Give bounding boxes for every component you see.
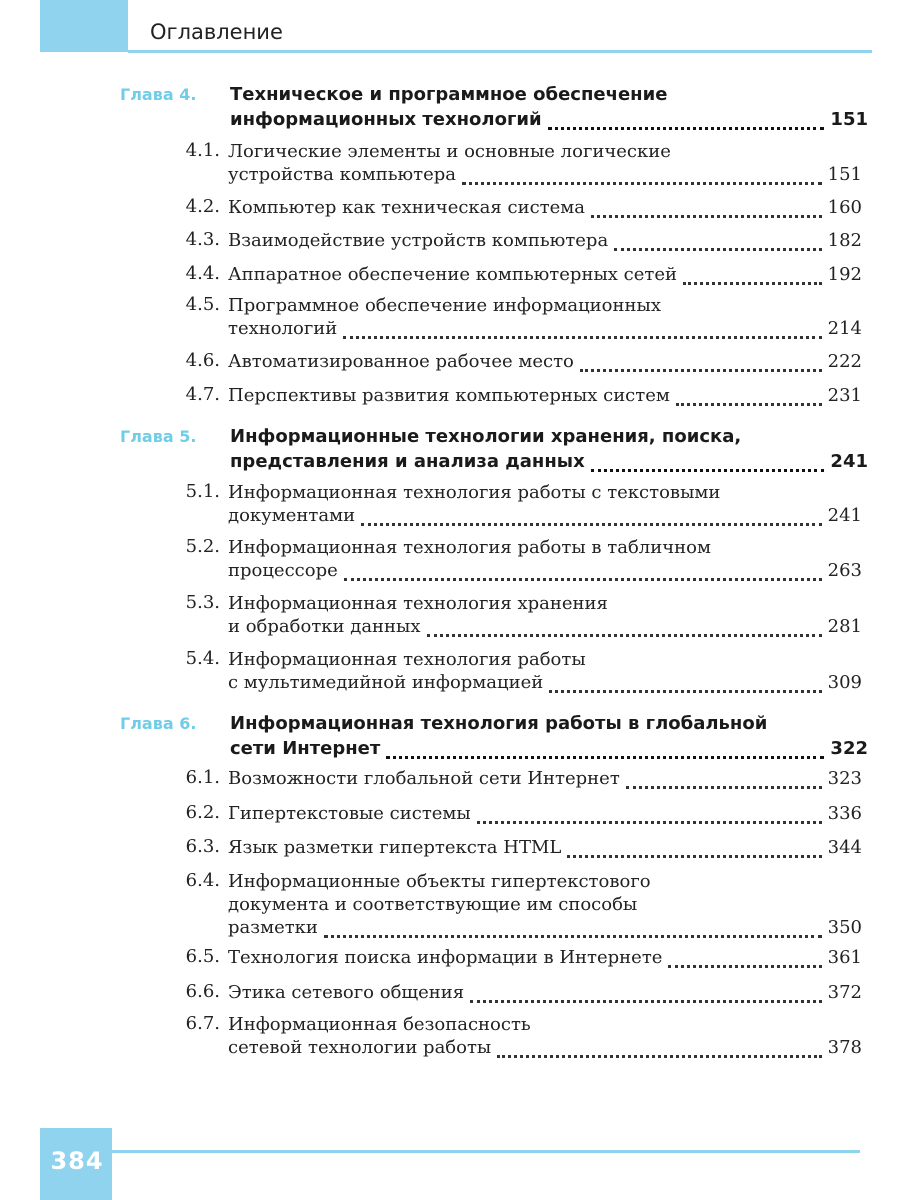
section-page-number[interactable]: 151 <box>827 164 862 185</box>
section-number: 4.7. <box>185 384 220 405</box>
section-title-text: Автоматизированное рабочее место <box>228 351 574 372</box>
section-title-text: и обработки данных <box>228 616 421 637</box>
chapter-title-line <box>230 736 868 761</box>
section-title-line <box>228 615 862 638</box>
footer-rule <box>112 1150 860 1153</box>
section-title-line <box>228 1036 862 1059</box>
section-title-line <box>228 481 862 504</box>
section-title-text: Компьютер как техническая система <box>228 197 585 218</box>
section-title-line <box>228 836 862 859</box>
section-title-text: Программное обеспечение информационных <box>228 295 661 316</box>
section-number: 4.2. <box>185 196 220 217</box>
section-title-text: технологий <box>228 318 338 339</box>
section-title-line <box>228 981 862 1004</box>
dot-leader <box>470 994 821 1003</box>
chapter-number: Глава 4. <box>120 85 197 104</box>
section-page-number[interactable]: 344 <box>827 837 862 858</box>
chapter-title-text: Информационная технология работы в глобальной <box>230 713 768 734</box>
section-title-line <box>228 294 862 317</box>
section-entry[interactable] <box>228 384 862 407</box>
section-page-number[interactable]: 192 <box>827 264 862 285</box>
dot-leader <box>567 849 821 858</box>
section-title-line <box>228 767 862 790</box>
section-number: 6.4. <box>185 870 220 891</box>
chapter-title-line <box>230 449 868 474</box>
chapter-title-text: Информационные технологии хранения, поиска, <box>230 426 742 447</box>
section-title-text: документа и соответствующие им способы <box>228 894 638 915</box>
section-title-line <box>228 163 862 186</box>
section-title-text: Информационные объекты гипертекстового <box>228 871 651 892</box>
section-number: 6.1. <box>185 767 220 788</box>
chapter-title-line <box>230 424 868 449</box>
dot-leader <box>683 276 822 285</box>
chapter-page-number[interactable]: 151 <box>830 109 868 130</box>
section-title-line <box>228 536 862 559</box>
section-title-text: Гипертекстовые системы <box>228 803 471 824</box>
page-title: Оглавление <box>150 20 283 44</box>
section-title-line <box>228 671 862 694</box>
dot-leader <box>676 397 822 406</box>
section-title-line <box>228 802 862 825</box>
section-title-line <box>228 263 862 286</box>
section-page-number[interactable]: 241 <box>827 505 862 526</box>
page-number: 384 <box>50 1147 104 1175</box>
section-page-number[interactable]: 361 <box>827 947 862 968</box>
dot-leader <box>614 242 821 251</box>
section-title-line <box>228 317 862 340</box>
section-number: 4.1. <box>185 140 220 161</box>
dot-leader <box>549 684 821 693</box>
section-page-number[interactable]: 231 <box>827 385 862 406</box>
chapter-title-line <box>230 711 868 736</box>
section-entry[interactable] <box>228 836 862 859</box>
dot-leader <box>386 750 824 759</box>
chapter-title-line <box>230 82 868 107</box>
section-title-text: Возможности глобальной сети Интернет <box>228 768 620 789</box>
section-title-text: Информационная технология работы <box>228 649 586 670</box>
section-title-text: Взаимодействие устройств компьютера <box>228 230 609 251</box>
section-title-line <box>228 559 862 582</box>
section-page-number[interactable]: 160 <box>827 197 862 218</box>
section-page-number[interactable]: 263 <box>827 560 862 581</box>
section-title-text: Аппаратное обеспечение компьютерных сетей <box>228 264 677 285</box>
section-title-text: Логические элементы и основные логические <box>228 141 671 162</box>
section-title-text: Информационная безопасность <box>228 1014 531 1035</box>
chapter-entry[interactable] <box>230 82 868 132</box>
section-number: 6.5. <box>185 946 220 967</box>
section-number: 4.3. <box>185 229 220 250</box>
section-title-line <box>228 504 862 527</box>
section-title-line <box>228 870 862 893</box>
section-entry[interactable] <box>228 140 862 186</box>
section-number: 5.4. <box>185 648 220 669</box>
section-title-text: устройства компьютера <box>228 164 457 185</box>
section-entry[interactable] <box>228 294 862 340</box>
section-number: 5.3. <box>185 592 220 613</box>
section-page-number[interactable]: 378 <box>827 1037 862 1058</box>
section-title-line <box>228 893 862 916</box>
dot-leader <box>580 363 822 372</box>
dot-leader <box>548 121 825 130</box>
section-number: 4.5. <box>185 294 220 315</box>
section-entry[interactable] <box>228 263 862 286</box>
section-title-text: Язык разметки гипертекста HTML <box>228 837 562 858</box>
chapter-entry[interactable] <box>230 424 868 474</box>
section-entry[interactable] <box>228 196 862 219</box>
section-title-line <box>228 140 862 163</box>
section-title-line <box>228 946 862 969</box>
chapter-title-text: представления и анализа данных <box>230 451 585 472</box>
section-title-text: разметки <box>228 917 318 938</box>
section-entry[interactable] <box>228 350 862 373</box>
section-title-line <box>228 1013 862 1036</box>
section-entry[interactable] <box>228 229 862 252</box>
section-title-text: процессоре <box>228 560 338 581</box>
section-entry[interactable] <box>228 802 862 825</box>
section-title-text: Информационная технология хранения <box>228 593 608 614</box>
section-number: 4.6. <box>185 350 220 371</box>
chapter-number: Глава 5. <box>120 427 197 446</box>
section-title-text: Этика сетевого общения <box>228 982 465 1003</box>
section-title-line <box>228 592 862 615</box>
section-title-line <box>228 648 862 671</box>
dot-leader <box>361 517 822 526</box>
section-page-number[interactable]: 309 <box>827 672 862 693</box>
section-page-number[interactable]: 281 <box>827 616 862 637</box>
dot-leader <box>591 463 825 472</box>
section-number: 6.6. <box>185 981 220 1002</box>
section-entry[interactable] <box>228 870 862 939</box>
section-title-line <box>228 384 862 407</box>
dot-leader <box>477 815 822 824</box>
section-entry[interactable] <box>228 981 862 1004</box>
chapter-page-number[interactable]: 322 <box>830 738 868 759</box>
dot-leader <box>324 929 822 938</box>
dot-leader <box>462 176 822 185</box>
section-number: 4.4. <box>185 263 220 284</box>
section-page-number[interactable]: 214 <box>827 318 862 339</box>
dot-leader <box>497 1049 821 1058</box>
section-title-line <box>228 350 862 373</box>
section-page-number[interactable]: 222 <box>827 351 862 372</box>
section-page-number[interactable]: 336 <box>827 803 862 824</box>
section-number: 5.2. <box>185 536 220 557</box>
section-title-text: Информационная технология работы в табличном <box>228 537 711 558</box>
chapter-title-text: Техническое и программное обеспечение <box>230 84 668 105</box>
section-page-number[interactable]: 350 <box>827 917 862 938</box>
section-title-text: Перспективы развития компьютерных систем <box>228 385 670 406</box>
section-page-number[interactable]: 182 <box>827 230 862 251</box>
section-title-text: Информационная технология работы с текстовыми <box>228 482 721 503</box>
dot-leader <box>344 572 822 581</box>
dot-leader <box>591 209 822 218</box>
section-title-text: Технология поиска информации в Интернете <box>228 947 663 968</box>
chapter-entry[interactable] <box>230 711 868 761</box>
section-page-number[interactable]: 323 <box>827 768 862 789</box>
section-number: 6.3. <box>185 836 220 857</box>
section-title-line <box>228 916 862 939</box>
section-entry[interactable] <box>228 481 862 527</box>
chapter-title-line <box>230 107 868 132</box>
section-title-line <box>228 196 862 219</box>
section-entry[interactable] <box>228 1013 862 1059</box>
section-entry[interactable] <box>228 536 862 582</box>
chapter-page-number[interactable]: 241 <box>830 451 868 472</box>
section-title-text: документами <box>228 505 356 526</box>
section-number: 6.2. <box>185 802 220 823</box>
section-entry[interactable] <box>228 648 862 694</box>
section-entry[interactable] <box>228 592 862 638</box>
chapter-number: Глава 6. <box>120 714 197 733</box>
chapter-title-text: информационных технологий <box>230 109 542 130</box>
dot-leader <box>626 780 822 789</box>
dot-leader <box>343 330 821 339</box>
section-page-number[interactable]: 372 <box>827 982 862 1003</box>
section-entry[interactable] <box>228 946 862 969</box>
section-title-line <box>228 229 862 252</box>
section-number: 5.1. <box>185 481 220 502</box>
dot-leader <box>668 959 821 968</box>
section-title-text: сетевой технологии работы <box>228 1037 492 1058</box>
chapter-title-text: сети Интернет <box>230 738 381 759</box>
dot-leader <box>427 628 822 637</box>
section-entry[interactable] <box>228 767 862 790</box>
section-number: 6.7. <box>185 1013 220 1034</box>
section-title-text: с мультимедийной информацией <box>228 672 544 693</box>
